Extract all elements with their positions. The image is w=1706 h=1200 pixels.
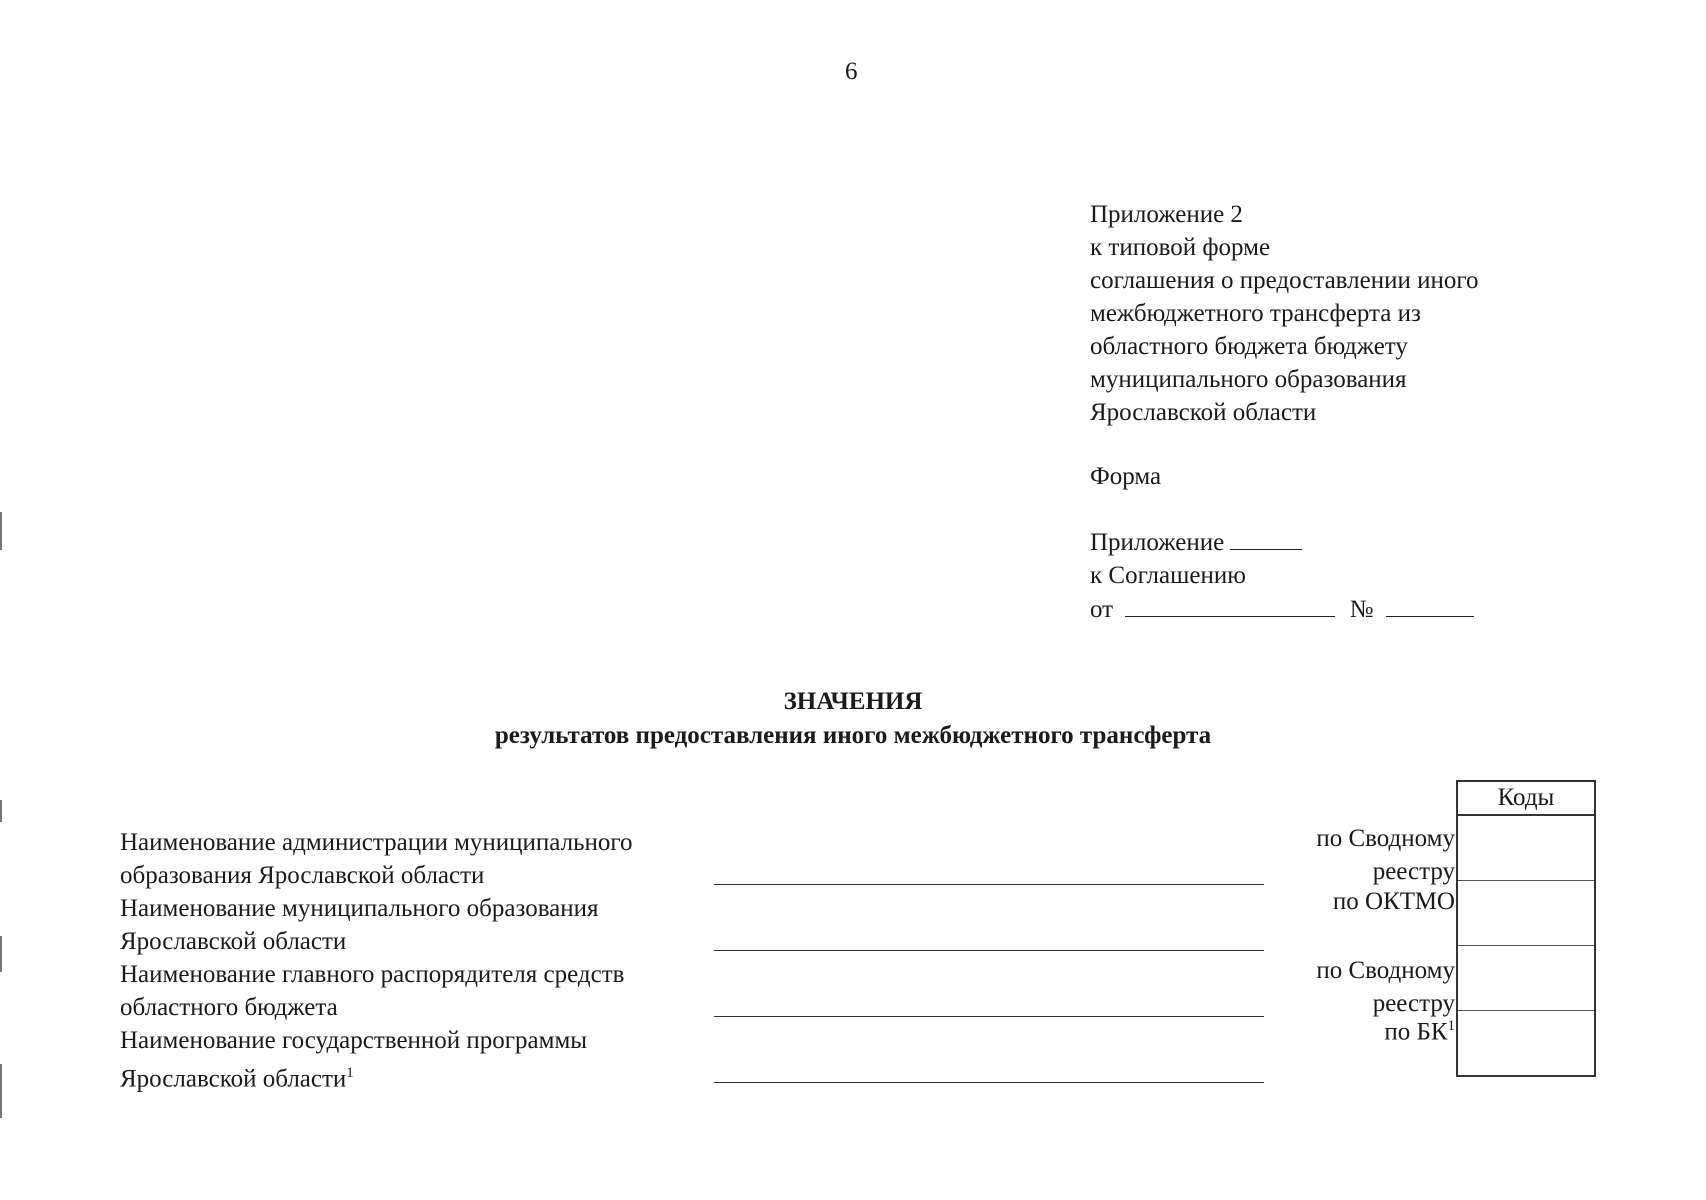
appendix-header (1090, 198, 1479, 429)
code-cell-consolidated-registry-2[interactable] (1458, 946, 1594, 1011)
scan-margin-mark (0, 936, 2, 972)
appendix-line: Ярославской области (1090, 399, 1317, 426)
appendix-line: Приложение 2 (1090, 201, 1243, 228)
code-cell-bk[interactable] (1458, 1011, 1594, 1075)
field-label-municipality: Наименование муниципального образования Ярославской области (120, 895, 599, 955)
scan-margin-mark (0, 1064, 2, 1118)
field-input-municipality[interactable] (714, 950, 1264, 951)
appendix-number-blank[interactable] (1230, 525, 1302, 550)
codes-table (1456, 780, 1596, 1077)
scan-margin-mark (0, 512, 2, 550)
appendix-line: муниципального образования (1090, 366, 1407, 393)
appendix-line: соглашения о предоставлении иного (1090, 267, 1479, 294)
scan-margin-mark (0, 800, 2, 822)
code-label-consolidated-registry: по Сводному реестру (1316, 825, 1455, 885)
field-input-budget-manager[interactable] (714, 1016, 1264, 1017)
form-label: Форма (1090, 463, 1162, 490)
agreement-reference (1090, 525, 1474, 626)
field-input-state-program[interactable] (714, 1082, 1264, 1083)
footnote-mark: 1 (1447, 1018, 1455, 1034)
agreement-appendix-label: Приложение (1090, 529, 1225, 556)
page-number: 6 (845, 58, 858, 85)
code-label-bk: по $БК^1$ (1384, 1018, 1455, 1046)
appendix-line: межбюджетного трансферта из (1090, 300, 1421, 327)
agreement-date-blank[interactable] (1125, 592, 1335, 617)
from-label: от (1090, 596, 1114, 623)
document-subtitle: результатов предоставления иного межбюджетного трансферта (494, 722, 1212, 749)
document-title: ЗНАЧЕНИЯ (783, 688, 923, 715)
code-label-oktmo: по ОКТМО (1332, 888, 1455, 915)
agreement-number-blank[interactable] (1386, 592, 1474, 617)
field-input-administration[interactable] (714, 884, 1264, 885)
code-cell-oktmo[interactable] (1458, 881, 1594, 946)
field-label-state-program: Наименование государственной программы Ярославской области$^1$ (120, 1027, 588, 1093)
code-label-consolidated-registry-2: по Сводному реестру (1316, 957, 1455, 1017)
appendix-line: областного бюджета бюджету (1090, 333, 1408, 360)
code-cell-consolidated-registry[interactable] (1458, 816, 1594, 881)
number-sign: № (1349, 596, 1374, 623)
appendix-line: к типовой форме (1090, 234, 1271, 261)
codes-header: Коды (1458, 782, 1594, 816)
field-label-budget-manager: Наименование главного распорядителя средств областного бюджета (120, 961, 625, 1021)
footnote-mark: 1 (346, 1065, 354, 1081)
field-label-administration: Наименование администрации муниципального образования Ярославской области (120, 829, 633, 889)
to-agreement-label: к Соглашению (1090, 562, 1246, 589)
